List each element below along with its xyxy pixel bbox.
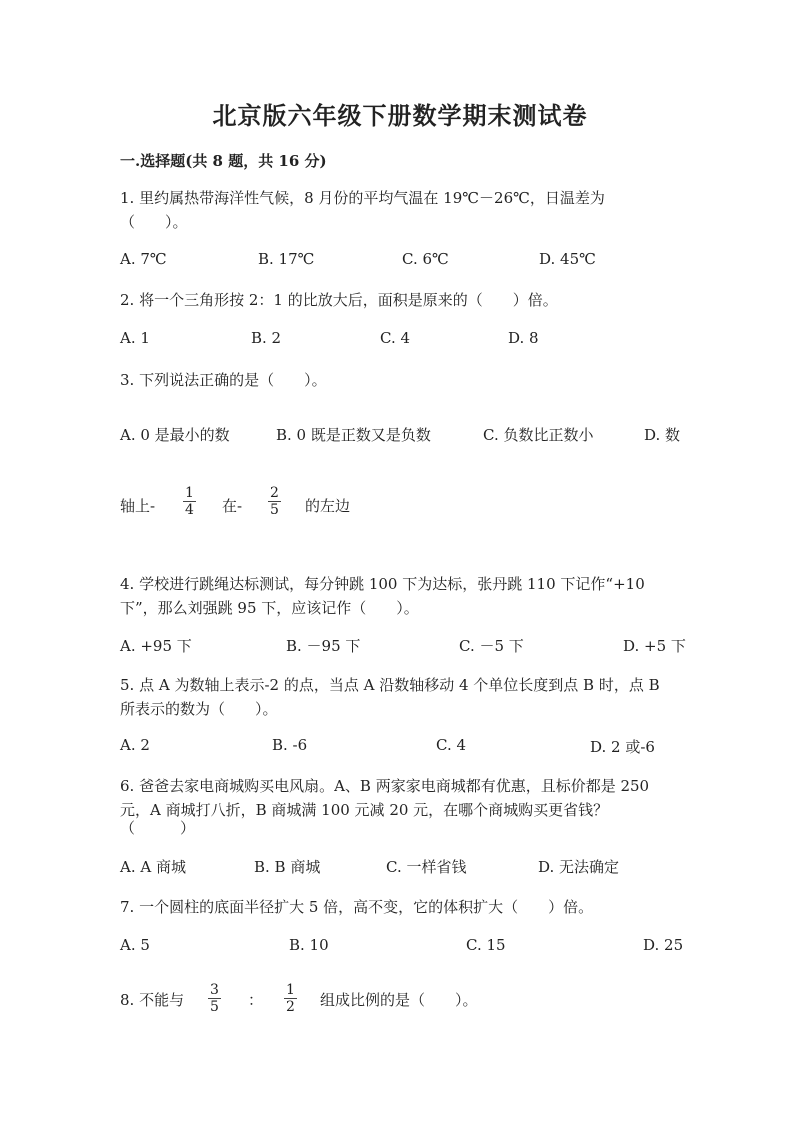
question-2-option-c: C. 4 [380, 329, 411, 347]
question-6-option-d: D. 无法确定 [538, 858, 620, 876]
question-6-text-line-1: 6. 爸爸去家电商城购买电风扇。A、B 两家家电商城都有优惠，且标价都是 250 [120, 777, 650, 795]
question-3-option-d-middle: 在- [222, 497, 243, 515]
question-3-option-d-end: 的左边 [305, 497, 351, 515]
question-2-text: 2. 将一个三角形按 2：1 的比放大后，面积是原来的（ ）倍。 [120, 291, 558, 309]
question-5-option-b: B. -6 [272, 736, 308, 754]
question-7-option-d: D. 25 [643, 936, 684, 954]
question-5-text-line-2: 所表示的数为（ ）。 [120, 700, 278, 718]
question-1-text-line-2: （ ）。 [120, 213, 188, 231]
question-1-option-b: B. 17℃ [258, 250, 315, 268]
question-6-text-line-2: 元，A 商城打八折，B 商城满 100 元减 20 元，在哪个商城购买更省钱？ [120, 801, 609, 819]
page-title: 北京版六年级下册数学期末测试卷 [212, 101, 588, 130]
question-1-option-c: C. 6℃ [402, 250, 449, 268]
question-3-option-b: B. 0 既是正数又是负数 [276, 426, 431, 444]
question-2-option-b: B. 2 [251, 329, 282, 347]
question-5-option-d: D. 2 或-6 [590, 738, 655, 756]
question-2-option-d: D. 8 [508, 329, 539, 347]
fraction-one-quarter [183, 485, 196, 518]
fraction-denominator: 5 [210, 999, 219, 1015]
question-3-option-d-continued: 轴上- [120, 497, 156, 515]
question-4-text-line-2: 下”，那么刘强跳 95 下，应该记作（ ）。 [120, 599, 419, 617]
question-2-option-a: A. 1 [120, 329, 150, 347]
question-3-text: 3. 下列说法正确的是（ ）。 [120, 371, 327, 389]
question-8-text-lead: 8. 不能与 [120, 991, 185, 1009]
ratio-colon: ： [248, 991, 264, 1009]
question-4-option-d: D. +5 下 [623, 637, 686, 655]
question-1-option-d: D. 45℃ [539, 250, 596, 268]
fraction-one-half [284, 982, 297, 1015]
question-4-option-c: C. －5 下 [459, 637, 524, 655]
fraction-numerator: 2 [270, 485, 279, 501]
question-5-option-a: A. 2 [120, 736, 150, 754]
question-8-text-tail: 组成比例的是（ ）。 [320, 991, 478, 1009]
fraction-numerator: 3 [210, 982, 219, 998]
question-4-option-a: A. +95 下 [120, 637, 192, 655]
fraction-denominator: 2 [286, 999, 295, 1015]
question-6-option-a: A. A 商城 [120, 858, 186, 876]
question-3-option-c: C. 负数比正数小 [483, 426, 594, 444]
fraction-three-fifths [208, 982, 221, 1015]
question-6-option-c: C. 一样省钱 [386, 858, 467, 876]
question-5-option-c: C. 4 [436, 736, 467, 754]
question-6-option-b: B. B 商城 [254, 858, 321, 876]
question-1-option-a: A. 7℃ [120, 250, 167, 268]
question-3-option-a: A. 0 是最小的数 [120, 426, 230, 444]
question-7-option-a: A. 5 [120, 936, 150, 954]
question-3-option-d: D. 数 [644, 426, 681, 444]
question-4-text-line-1: 4. 学校进行跳绳达标测试，每分钟跳 100 下为达标，张丹跳 110 下记作“+10 [120, 575, 645, 593]
question-7-option-c: C. 15 [466, 936, 506, 954]
fraction-two-fifths [268, 485, 281, 518]
question-5-text-line-1: 5. 点 A 为数轴上表示-2 的点，当点 A 沿数轴移动 4 个单位长度到点 B 时，点 B [120, 676, 660, 694]
fraction-numerator: 1 [185, 485, 194, 501]
fraction-denominator: 5 [270, 502, 279, 518]
question-7-option-b: B. 10 [289, 936, 329, 954]
fraction-numerator: 1 [286, 982, 295, 998]
question-7-text: 7. 一个圆柱的底面半径扩大 5 倍，高不变，它的体积扩大（ ）倍。 [120, 898, 594, 916]
question-6-text-line-3: （ ） [120, 819, 196, 837]
section-heading: 一.选择题(共 8 题，共 16 分) [120, 152, 327, 170]
question-1-text-line-1: 1. 里约属热带海洋性气候，8 月份的平均气温在 19℃－26℃，日温差为 [120, 189, 605, 207]
question-4-option-b: B. －95 下 [286, 637, 361, 655]
fraction-denominator: 4 [185, 502, 194, 518]
